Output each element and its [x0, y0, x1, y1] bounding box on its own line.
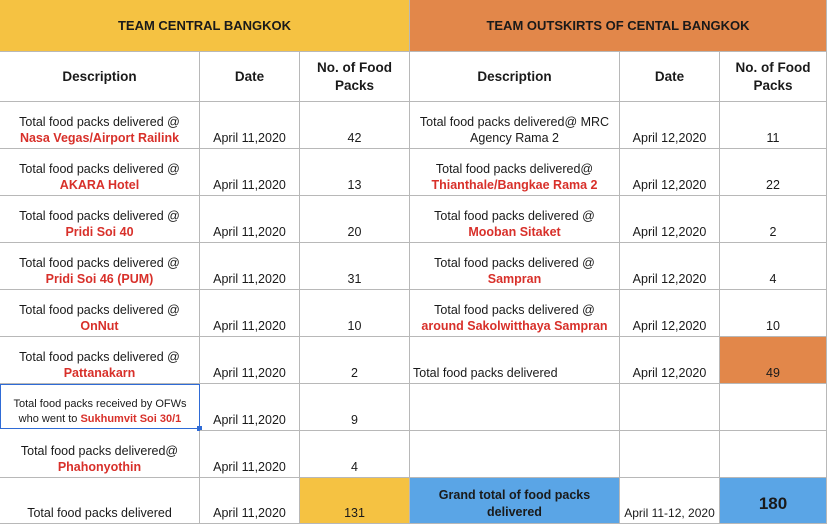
central-row-2-date[interactable]: April 11,2020: [200, 149, 300, 196]
team-outskirts-title: TEAM OUTSKIRTS OF CENTAL BANGKOK: [486, 17, 750, 33]
location-name: Thianthale/Bangkae Rama 2: [431, 178, 598, 192]
central-row-6-packs[interactable]: 2: [300, 337, 410, 384]
empty-cell[interactable]: [410, 431, 620, 478]
outskirts-total-label[interactable]: Total food packs delivered: [410, 337, 620, 384]
grand-total-date[interactable]: April 11-12, 2020: [620, 478, 720, 524]
empty-cell[interactable]: [620, 431, 720, 478]
outskirts-row-4-date[interactable]: April 12,2020: [620, 243, 720, 290]
central-row-5-date[interactable]: April 11,2020: [200, 290, 300, 337]
central-row-5-packs[interactable]: 10: [300, 290, 410, 337]
location-name: AKARA Hotel: [59, 178, 140, 192]
location-name: Pridi Soi 40: [65, 225, 134, 239]
empty-cell[interactable]: [410, 384, 620, 431]
location-name: Nasa Vegas/Airport Railink: [19, 131, 180, 145]
location-name: Sampran: [487, 272, 542, 286]
central-row-4-date[interactable]: April 11,2020: [200, 243, 300, 290]
team-central-title: TEAM CENTRAL BANGKOK: [117, 17, 292, 33]
central-row-6-description[interactable]: Total food packs delivered @ Pattanakarn: [0, 337, 200, 384]
grand-total-packs[interactable]: 180: [720, 478, 827, 524]
outskirts-col-packs[interactable]: No. of Food Packs: [720, 52, 827, 102]
outskirts-row-4-packs[interactable]: 4: [720, 243, 827, 290]
location-name: Pridi Soi 46 (PUM): [45, 272, 154, 286]
outskirts-row-1-packs[interactable]: 11: [720, 102, 827, 149]
location-name: Phahonyothin: [57, 460, 142, 474]
central-total-date[interactable]: April 11,2020: [200, 478, 300, 524]
central-row-3-date[interactable]: April 11,2020: [200, 196, 300, 243]
outskirts-row-3-packs[interactable]: 2: [720, 196, 827, 243]
central-row-8-packs[interactable]: 4: [300, 431, 410, 478]
central-row-4-description[interactable]: Total food packs delivered @ Pridi Soi 46 (PUM): [0, 243, 200, 290]
central-row-3-packs[interactable]: 20: [300, 196, 410, 243]
central-row-1-date[interactable]: April 11,2020: [200, 102, 300, 149]
outskirts-row-2-packs[interactable]: 22: [720, 149, 827, 196]
central-row-4-packs[interactable]: 31: [300, 243, 410, 290]
outskirts-total-packs[interactable]: 49: [720, 337, 827, 384]
outskirts-row-5-date[interactable]: April 12,2020: [620, 290, 720, 337]
outskirts-row-3-description[interactable]: Total food packs delivered @ Mooban Sitaket: [410, 196, 620, 243]
outskirts-row-2-description[interactable]: Total food packs delivered@ Thianthale/Bangkae Rama 2: [410, 149, 620, 196]
location-name: Pattanakarn: [63, 366, 136, 380]
location-name: around Sakolwitthaya Sampran: [421, 319, 608, 333]
outskirts-row-5-packs[interactable]: 10: [720, 290, 827, 337]
central-col-description[interactable]: Description: [0, 52, 200, 102]
empty-cell[interactable]: [720, 431, 827, 478]
outskirts-row-5-description[interactable]: Total food packs delivered @ around Sakolwitthaya Sampran: [410, 290, 620, 337]
central-row-6-date[interactable]: April 11,2020: [200, 337, 300, 384]
central-row-7-date[interactable]: April 11,2020: [200, 384, 300, 431]
central-col-date[interactable]: Date: [200, 52, 300, 102]
outskirts-row-1-date[interactable]: April 12,2020: [620, 102, 720, 149]
central-row-5-description[interactable]: Total food packs delivered @ OnNut: [0, 290, 200, 337]
central-row-1-packs[interactable]: 42: [300, 102, 410, 149]
location-name: OnNut: [80, 319, 119, 333]
outskirts-row-2-date[interactable]: April 12,2020: [620, 149, 720, 196]
central-row-2-packs[interactable]: 13: [300, 149, 410, 196]
central-row-8-date[interactable]: April 11,2020: [200, 431, 300, 478]
location-name: Mooban Sitaket: [468, 225, 561, 239]
grand-total-label[interactable]: Grand total of food packs delivered: [410, 478, 620, 524]
central-row-1-description[interactable]: Total food packs delivered @ Nasa Vegas/Airport Railink: [0, 102, 200, 149]
team-central-header[interactable]: [0, 0, 410, 52]
central-row-3-description[interactable]: Total food packs delivered @ Pridi Soi 40: [0, 196, 200, 243]
central-row-8-description[interactable]: Total food packs delivered@ Phahonyothin: [0, 431, 200, 478]
central-total-packs[interactable]: 131: [300, 478, 410, 524]
central-col-packs[interactable]: No. of Food Packs: [300, 52, 410, 102]
outskirts-col-description[interactable]: Description: [410, 52, 620, 102]
outskirts-col-date[interactable]: Date: [620, 52, 720, 102]
outskirts-row-1-description[interactable]: Total food packs delivered@ MRC Agency Rama 2: [410, 102, 620, 149]
empty-cell[interactable]: [720, 384, 827, 431]
central-total-label[interactable]: Total food packs delivered: [0, 478, 200, 524]
central-row-2-description[interactable]: Total food packs delivered @ AKARA Hotel: [0, 149, 200, 196]
central-row-7-packs[interactable]: 9: [300, 384, 410, 431]
outskirts-row-4-description[interactable]: Total food packs delivered @ Sampran: [410, 243, 620, 290]
team-outskirts-header[interactable]: [410, 0, 827, 52]
central-row-7-description[interactable]: Total food packs received by OFWs who went to Sukhumvit Soi 30/1: [0, 384, 200, 429]
empty-cell[interactable]: [620, 384, 720, 431]
outskirts-row-3-date[interactable]: April 12,2020: [620, 196, 720, 243]
outskirts-total-date[interactable]: April 12,2020: [620, 337, 720, 384]
location-name: Sukhumvit Soi 30/1: [80, 413, 182, 425]
